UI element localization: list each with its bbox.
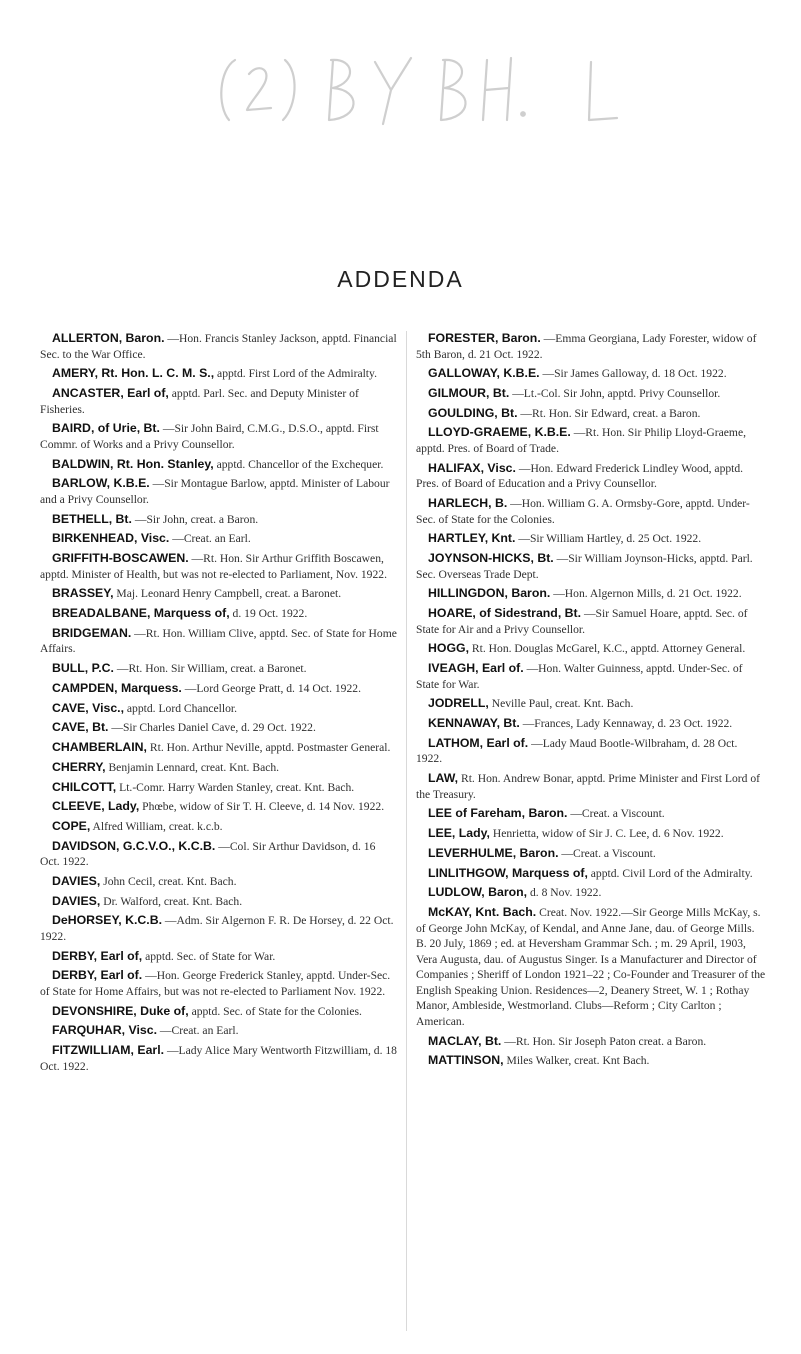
entry-headword: JOYNSON-HICKS, Bt. (428, 551, 554, 566)
addenda-entry (40, 894, 397, 910)
entry-headword: DAVIES, (52, 873, 101, 888)
entry-headword: CHERRY, (52, 759, 106, 774)
addenda-entry (40, 681, 397, 697)
entry-text: —Frances, Lady Kennaway, d. 23 Oct. 1922. (522, 717, 733, 731)
entry-text: —Hon. Walter Guinness, apptd. Under-Sec. of State for War. (416, 662, 743, 691)
addenda-entry (40, 476, 397, 507)
addenda-entry (416, 366, 766, 382)
addenda-entry (40, 839, 397, 870)
entry-text: —Lady Maud Bootle-Wilbraham, d. 28 Oct. 1922. (416, 736, 738, 766)
entry-headword: BULL, P.C. (52, 661, 114, 676)
entry-text: d. 8 Nov. 1922. (529, 886, 602, 900)
addenda-entry (416, 905, 766, 1029)
entry-headword: CHAMBERLAIN, (52, 740, 147, 755)
entry-text: —Sir James Galloway, d. 18 Oct. 1922. (542, 367, 727, 381)
entry-headword: DAVIDSON, G.C.V.O., K.C.B. (52, 838, 216, 853)
addenda-entry (416, 641, 766, 657)
addenda-entry (416, 866, 766, 882)
entry-text: Lt.-Comr. Harry Warden Stanley, creat. Knt. Bach. (119, 780, 355, 794)
entry-headword: BARLOW, K.B.E. (52, 476, 150, 491)
addenda-entry (40, 421, 397, 452)
addenda-entry (416, 826, 766, 842)
entry-headword: LEVERHULME, Baron. (428, 845, 559, 860)
entry-headword: BRASSEY, (52, 586, 114, 601)
entry-headword: HALIFAX, Visc. (428, 460, 516, 475)
addenda-entry (40, 366, 397, 382)
addenda-entry (40, 331, 397, 362)
entry-headword: CAVE, Visc., (52, 700, 124, 715)
entry-text: Alfred William, creat. k.c.b. (92, 819, 223, 833)
entry-text: apptd. Parl. Sec. and Deputy Minister of Fisheries. (40, 387, 359, 416)
entry-text: Rt. Hon. Andrew Bonar, apptd. Prime Minister and First Lord of the Treasury. (416, 772, 760, 801)
entry-text: Creat. Nov. 1922.—Sir George Mills McKay, s. of George John McKay, of Kendal, and Anne Jane, dau. of George Mills. B. 20 July, 1869 ; ed. at Heversham Grammar Sch. ; m. 29 April, 1903, Vera Augusta, dau. of Augustus Singer. Is a Manufacturer and Director of Companies ; Sheriff of London 1921–22 ; Co-Founder and Treasurer of the English Speaking Union. Residences—2, Deanery Street, W. 1 ; Rothay Manor, Ambleside, Westmorland. Clubs—Reform ; City Carlton ; American. (416, 906, 766, 1028)
entry-text: —Hon. George Frederick Stanley, apptd. Under-Sec. of State for Home Affairs, but was not re-elected to Parliament Nov. 1922. (40, 969, 391, 999)
entry-text: d. 19 Oct. 1922. (232, 607, 308, 621)
entry-headword: LUDLOW, Baron, (428, 885, 528, 900)
entry-headword: JODRELL, (428, 696, 489, 711)
entry-text: —Rt. Hon. Sir William, creat. a Baronet. (116, 662, 307, 676)
addenda-entry (40, 740, 397, 756)
entry-text: —Sir John, creat. a Baron. (134, 512, 259, 526)
addenda-entry (40, 512, 397, 528)
left-column (40, 331, 397, 1079)
addenda-entry (40, 760, 397, 776)
addenda-entry (40, 874, 397, 890)
entry-headword: LEE, Lady, (428, 826, 490, 841)
addenda-entry (40, 386, 397, 417)
addenda-entry (416, 846, 766, 862)
entry-headword: DEVONSHIRE, Duke of, (52, 1003, 189, 1018)
addenda-entry (416, 736, 766, 767)
addenda-entry (40, 551, 397, 582)
entry-text: apptd. First Lord of the Admiralty. (217, 367, 377, 381)
entry-headword: FORESTER, Baron. (428, 331, 541, 345)
entry-headword: GALLOWAY, K.B.E. (428, 366, 540, 381)
entry-text: —Rt. Hon. Sir Joseph Paton creat. a Baron. (504, 1034, 707, 1048)
addenda-entry (416, 661, 766, 692)
addenda-entry (416, 496, 766, 527)
entry-text: apptd. Lord Chancellor. (126, 701, 238, 715)
addenda-entry (40, 1023, 397, 1039)
entry-headword: BIRKENHEAD, Visc. (52, 531, 170, 546)
entry-text: Phœbe, widow of Sir T. H. Cleeve, d. 14 Nov. 1922. (142, 800, 385, 814)
entry-headword: BALDWIN, Rt. Hon. Stanley, (52, 456, 214, 471)
entry-headword: IVEAGH, Earl of. (428, 661, 524, 676)
entry-headword: FARQUHAR, Visc. (52, 1023, 158, 1038)
entry-text: Benjamin Lennard, creat. Knt. Bach. (108, 760, 280, 774)
addenda-entry (416, 551, 766, 582)
entry-headword: DeHORSEY, K.C.B. (52, 913, 163, 928)
entry-text: —Creat. a Viscount. (561, 846, 656, 860)
addenda-entry (40, 949, 397, 965)
entry-headword: FITZWILLIAM, Earl. (52, 1043, 165, 1058)
entry-headword: HARLECH, B. (428, 496, 508, 511)
entry-headword: HARTLEY, Knt. (428, 531, 516, 546)
entry-headword: LAW, (428, 771, 459, 786)
addenda-entry (40, 701, 397, 717)
entry-text: —Sir William Joynson-Hicks, apptd. Parl. Sec. Overseas Trade Dept. (416, 552, 753, 581)
addenda-entry (40, 457, 397, 473)
entry-headword: BETHELL, Bt. (52, 511, 132, 526)
addenda-entry (40, 1004, 397, 1020)
addenda-entry (416, 885, 766, 901)
addenda-entry (416, 771, 766, 802)
entry-text: —Sir Samuel Hoare, apptd. Sec. of State for Air and a Privy Counsellor. (416, 607, 748, 636)
handwritten-annotation (205, 48, 625, 128)
addenda-entry (416, 331, 766, 362)
entry-text: —Creat. an Earl. (159, 1024, 239, 1038)
entry-headword: BAIRD, of Urie, Bt. (52, 421, 160, 436)
entry-text: —Sir William Hartley, d. 25 Oct. 1922. (518, 532, 702, 546)
addenda-entry (416, 461, 766, 492)
addenda-entry (40, 799, 397, 815)
entry-headword: HILLINGDON, Baron. (428, 586, 551, 601)
entry-text: —Hon. Francis Stanley Jackson, apptd. Financial Sec. to the War Office. (40, 332, 397, 361)
addenda-entry (40, 606, 397, 622)
right-column (416, 331, 766, 1073)
entry-text: Miles Walker, creat. Knt Bach. (506, 1054, 650, 1068)
entry-headword: KENNAWAY, Bt. (428, 716, 520, 731)
entry-headword: CHILCOTT, (52, 779, 117, 794)
entry-headword: DERBY, Earl of. (52, 968, 143, 983)
entry-text: —Sir Charles Daniel Cave, d. 29 Oct. 1922. (111, 721, 316, 735)
entry-text: —Hon. Algernon Mills, d. 21 Oct. 1922. (553, 587, 742, 601)
entry-text: —Col. Sir Arthur Davidson, d. 16 Oct. 1922. (40, 839, 376, 869)
entry-text: —Rt. Hon. William Clive, apptd. Sec. of State for Home Affairs. (40, 626, 397, 656)
entry-headword: MATTINSON, (428, 1053, 504, 1068)
entry-headword: BREADALBANE, Marquess of, (52, 606, 230, 621)
addenda-entry (416, 696, 766, 712)
entry-headword: AMERY, Rt. Hon. L. C. M. S., (52, 366, 215, 381)
entry-text: Henrietta, widow of Sir J. C. Lee, d. 6 Nov. 1922. (492, 827, 724, 841)
entry-text: Maj. Leonard Henry Campbell, creat. a Baronet. (116, 587, 342, 601)
entry-text: —Lt.-Col. Sir John, apptd. Privy Counsellor. (512, 387, 721, 401)
entry-headword: LINLITHGOW, Marquess of, (428, 865, 588, 880)
addenda-entry (416, 606, 766, 637)
addenda-entry (416, 425, 766, 456)
entry-text: Rt. Hon. Arthur Neville, apptd. Postmaster General. (149, 741, 391, 755)
column-divider (406, 331, 407, 1331)
entry-headword: MACLAY, Bt. (428, 1033, 502, 1048)
entry-headword: DERBY, Earl of, (52, 948, 143, 963)
addenda-entry (416, 531, 766, 547)
addenda-entry (416, 386, 766, 402)
entry-text: —Emma Georgiana, Lady Forester, widow of 5th Baron, d. 21 Oct. 1922. (416, 332, 757, 361)
entry-text: —Hon. William G. A. Ormsby-Gore, apptd. Under-Sec. of State for the Colonies. (416, 497, 750, 526)
addenda-entry (40, 968, 397, 999)
entry-headword: ANCASTER, Earl of, (52, 386, 169, 401)
entry-headword: CAVE, Bt. (52, 720, 109, 735)
addenda-entry (416, 1053, 766, 1069)
addenda-entry (416, 1034, 766, 1050)
entry-text: —Creat. a Viscount. (570, 807, 665, 821)
entry-text: Rt. Hon. Douglas McGarel, K.C., apptd. Attorney General. (471, 642, 746, 656)
addenda-entry (416, 806, 766, 822)
entry-text: —Hon. Edward Frederick Lindley Wood, apptd. Pres. of Board of Education and a Privy Counsellor. (416, 461, 744, 491)
addenda-entry (40, 661, 397, 677)
entry-text: apptd. Civil Lord of the Admiralty. (590, 866, 753, 880)
entry-text: apptd. Sec. of State for the Colonies. (191, 1004, 362, 1018)
entry-headword: DAVIES, (52, 893, 101, 908)
entry-text: —Creat. an Earl. (172, 532, 251, 546)
entry-text: —Rt. Hon. Sir Philip Lloyd-Graeme, apptd. Pres. of Board of Trade. (416, 426, 746, 456)
entry-text: —Sir John Baird, C.M.G., D.S.O., apptd. First Commr. of Works and a Privy Counsellor. (40, 422, 379, 451)
entry-text: —Rt. Hon. Sir Edward, creat. a Baron. (520, 406, 701, 420)
addenda-entry (40, 586, 397, 602)
entry-text: apptd. Sec. of State for War. (145, 949, 276, 963)
entry-headword: HOGG, (428, 641, 469, 656)
entry-headword: LATHOM, Earl of. (428, 735, 529, 750)
entry-headword: BRIDGEMAN. (52, 625, 132, 640)
addenda-entry (40, 626, 397, 657)
entry-text: —Lady Alice Mary Wentworth Fitzwilliam, d. 18 Oct. 1922. (40, 1044, 397, 1073)
entry-headword: ALLERTON, Baron. (52, 331, 165, 345)
addenda-entry (416, 586, 766, 602)
entry-text: Dr. Walford, creat. Knt. Bach. (103, 894, 243, 908)
entry-text: —Rt. Hon. Sir Arthur Griffith Boscawen, apptd. Minister of Health, but was not re-elected to Parliament, Nov. 1922. (40, 552, 387, 581)
addenda-entry (416, 716, 766, 732)
entry-headword: COPE, (52, 818, 91, 833)
entry-headword: CLEEVE, Lady, (52, 799, 140, 814)
addenda-entry (40, 913, 397, 944)
entry-headword: HOARE, of Sidestrand, Bt. (428, 606, 582, 621)
addenda-entry (40, 1043, 397, 1074)
addenda-entry (40, 780, 397, 796)
entry-text: —Sir Montague Barlow, apptd. Minister of Labour and a Privy Counsellor. (40, 477, 390, 506)
entry-text: —Adm. Sir Algernon F. R. De Horsey, d. 22 Oct. 1922. (40, 914, 394, 943)
addenda-entry (40, 531, 397, 547)
addenda-entry (40, 819, 397, 835)
entry-headword: GRIFFITH-BOSCAWEN. (52, 551, 189, 566)
page-title: ADDENDA (337, 266, 464, 292)
entry-text: John Cecil, creat. Knt. Bach. (103, 874, 237, 888)
entry-headword: McKAY, Knt. Bach. (428, 905, 537, 920)
entry-headword: CAMPDEN, Marquess. (52, 680, 182, 695)
entry-headword: LLOYD-GRAEME, K.B.E. (428, 425, 571, 440)
addenda-entry (40, 720, 397, 736)
entry-text: apptd. Chancellor of the Exchequer. (216, 457, 384, 471)
entry-headword: GILMOUR, Bt. (428, 386, 510, 401)
addenda-entry (416, 406, 766, 422)
entry-text: Neville Paul, creat. Knt. Bach. (491, 697, 634, 711)
entry-text: —Lord George Pratt, d. 14 Oct. 1922. (184, 681, 361, 695)
entry-headword: LEE of Fareham, Baron. (428, 806, 568, 821)
entry-headword: GOULDING, Bt. (428, 405, 518, 420)
